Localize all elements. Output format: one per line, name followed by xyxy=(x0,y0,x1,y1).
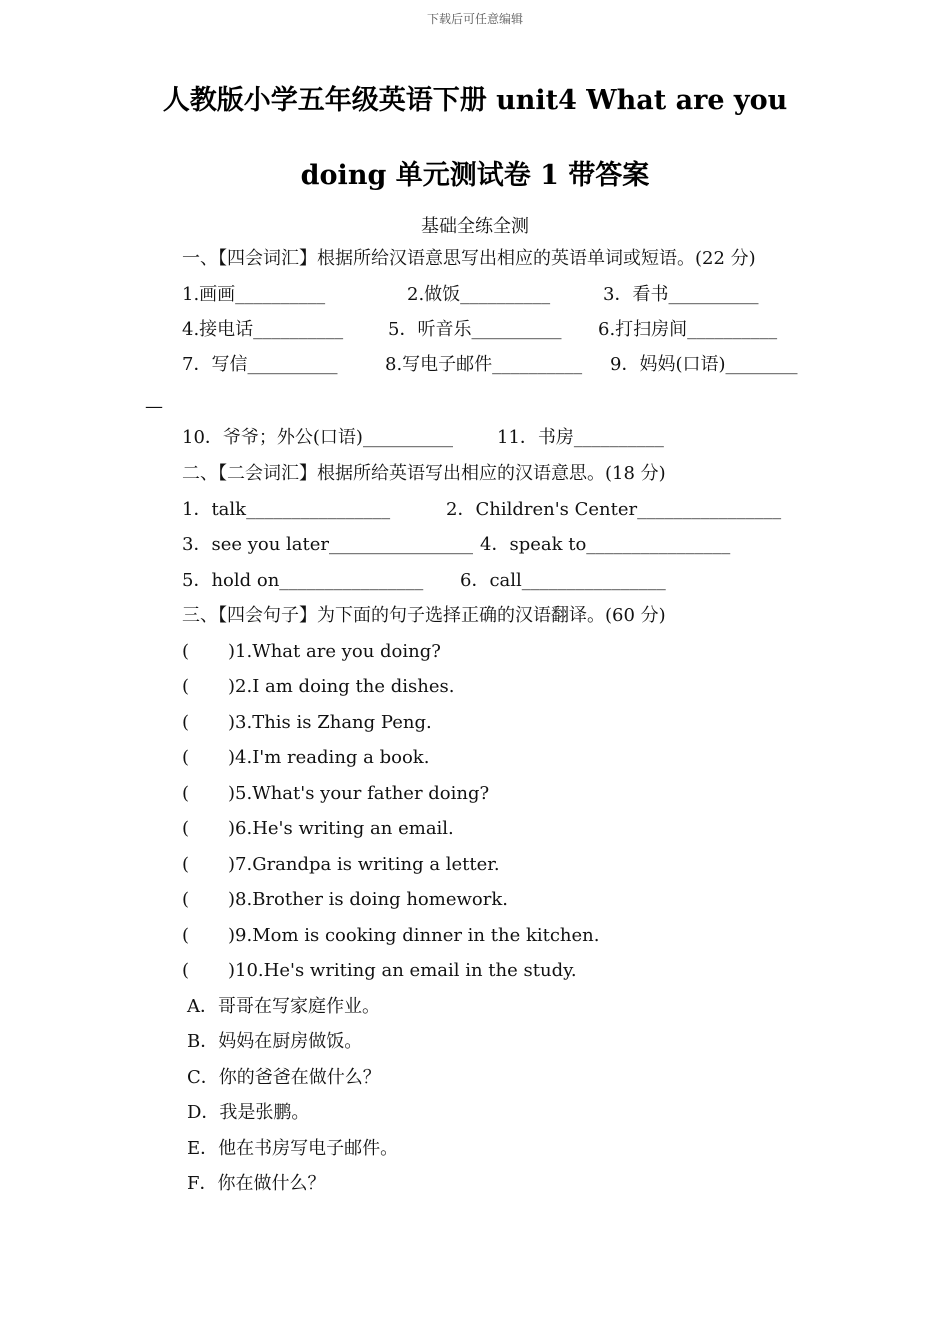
answer-paren: ( xyxy=(182,712,190,733)
vocab-item-4: 4.接电话__________ xyxy=(182,319,344,340)
vocab-item-6: 6.打扫房间__________ xyxy=(598,319,778,340)
answer-paren: ( xyxy=(182,960,190,981)
answer-paren: ( xyxy=(182,747,190,768)
english-item-5: 5．hold on________________ xyxy=(182,570,424,591)
question-text: )5.What's your father doing? xyxy=(228,783,490,804)
answer-paren: ( xyxy=(182,641,190,662)
question-text: )8.Brother is doing homework. xyxy=(228,889,508,910)
vocab-item-7: 7．写信__________ xyxy=(182,354,338,375)
answer-paren: ( xyxy=(182,676,190,697)
subtitle: 基础全练全测 xyxy=(421,216,529,237)
option-d: D．我是张鹏。 xyxy=(187,1102,310,1123)
section-1-points: (22 分) xyxy=(695,248,756,269)
section-3-heading-text: 三、【四会句子】为下面的句子选择正确的汉语翻译。 xyxy=(182,605,605,626)
option-f: F．你在做什么？ xyxy=(187,1173,326,1194)
section-2-heading-text: 二、【二会词汇】根据所给英语写出相应的汉语意思。 xyxy=(182,463,605,484)
section-3-heading xyxy=(182,604,666,628)
question-6 xyxy=(182,817,454,841)
question-9 xyxy=(182,924,599,948)
section-2-points: (18 分) xyxy=(605,463,666,484)
question-text: )10.He's writing an email in the study. xyxy=(228,960,577,981)
answer-paren: ( xyxy=(182,783,190,804)
answer-paren: ( xyxy=(182,818,190,839)
vocab-item-10: 10．爷爷；外公(口语)__________ xyxy=(182,427,453,448)
answer-paren: ( xyxy=(182,889,190,910)
question-1 xyxy=(182,640,441,664)
english-item-6: 6．call________________ xyxy=(460,570,666,591)
question-text: )3.This is Zhang Peng. xyxy=(228,712,432,733)
question-text: )9.Mom is cooking dinner in the kitchen. xyxy=(228,925,600,946)
vocab-item-9: 9．妈妈(口语)________ xyxy=(610,354,798,375)
section-2-heading xyxy=(182,462,666,486)
answer-paren: ( xyxy=(182,925,190,946)
option-a: A．哥哥在写家庭作业。 xyxy=(187,996,380,1017)
vocab-item-8: 8.写电子邮件__________ xyxy=(385,354,583,375)
question-2 xyxy=(182,675,454,699)
question-10 xyxy=(182,959,577,983)
section-1-heading xyxy=(182,247,756,271)
section-1-heading-text: 一、【四会词汇】根据所给汉语意思写出相应的英语单词或短语。 xyxy=(182,248,695,269)
english-item-1: 1．talk________________ xyxy=(182,499,391,520)
vocab-item-1: 1.画画__________ xyxy=(182,284,326,305)
question-text: )4.I'm reading a book. xyxy=(228,747,430,768)
question-8 xyxy=(182,888,508,912)
answer-paren: ( xyxy=(182,854,190,875)
question-text: )6.He's writing an email. xyxy=(228,818,454,839)
section-3-points: (60 分) xyxy=(605,605,666,626)
option-c: C．你的爸爸在做什么？ xyxy=(187,1067,381,1088)
option-b: B．妈妈在厨房做饭。 xyxy=(187,1031,363,1052)
question-4 xyxy=(182,746,429,770)
page-title-line-1: 人教版小学五年级英语下册 unit4 What are you xyxy=(162,85,788,116)
vocab-item-11: 11．书房__________ xyxy=(497,427,664,448)
english-item-3: 3．see you later________________ xyxy=(182,534,474,555)
question-text: )7.Grandpa is writing a letter. xyxy=(228,854,500,875)
question-text: )1.What are you doing? xyxy=(228,641,441,662)
english-item-4: 4．speak to________________ xyxy=(480,534,731,555)
question-7 xyxy=(182,853,500,877)
vocab-item-3: 3．看书__________ xyxy=(603,284,759,305)
option-e: E．他在书房写电子邮件。 xyxy=(187,1138,399,1159)
vocab-item-9-overflow: — xyxy=(145,396,163,417)
vocab-item-2: 2.做饭__________ xyxy=(407,284,551,305)
question-3 xyxy=(182,711,432,735)
page-title-line-2: doing 单元测试卷 1 带答案 xyxy=(300,160,650,191)
vocab-item-5: 5．听音乐__________ xyxy=(388,319,562,340)
question-text: )2.I am doing the dishes. xyxy=(228,676,455,697)
question-5 xyxy=(182,782,489,806)
header-note: 下载后可任意编辑 xyxy=(426,12,523,26)
english-item-2: 2．Children's Center________________ xyxy=(446,499,782,520)
